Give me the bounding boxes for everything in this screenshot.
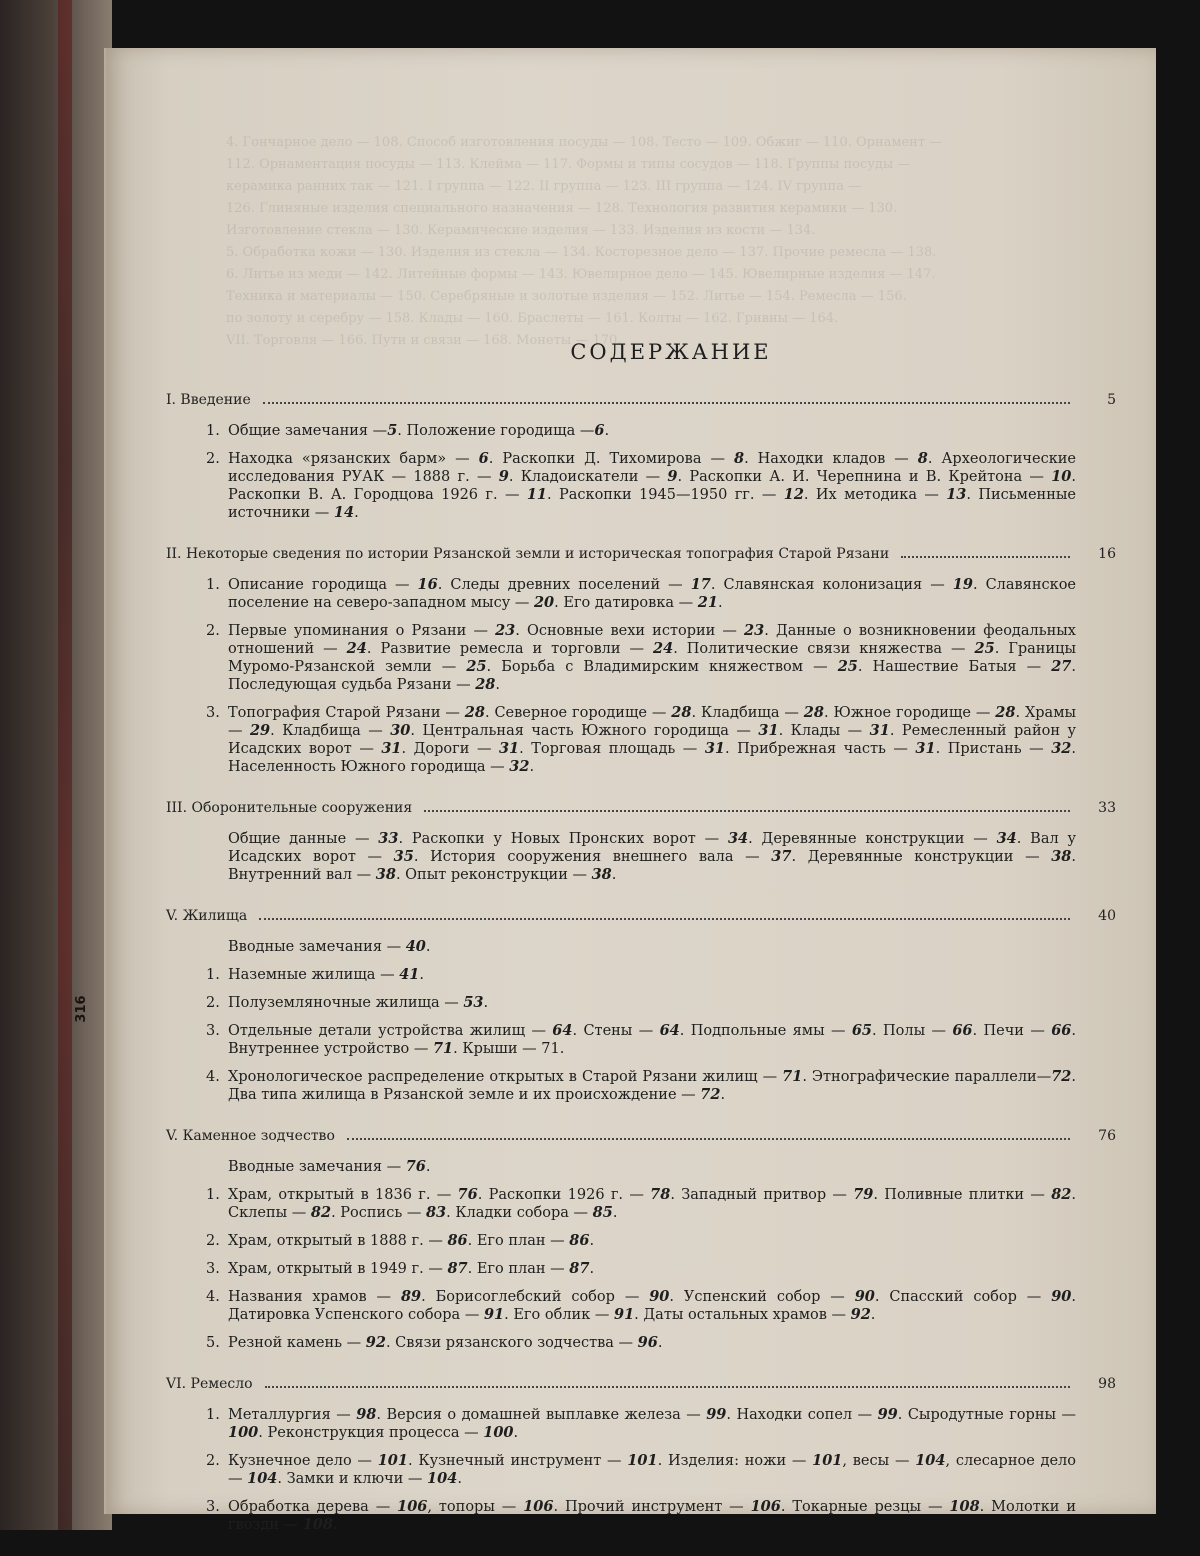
toc-entry <box>206 1158 1076 1176</box>
toc-entry <box>206 422 1076 440</box>
entry-number: 1. <box>206 1407 220 1423</box>
entry-text: Вводные замечания — 76. <box>228 1158 431 1175</box>
toc-chapter <box>166 544 1116 776</box>
page-title: СОДЕРЖАНИЕ <box>570 340 772 364</box>
chapter-entries <box>206 830 1076 884</box>
entry-number: 3. <box>206 1023 220 1039</box>
entry-text: Металлургия — 98. Версия о домашней выплавке железа — 99. Находки сопел — 99. Сыродутные горны — 100. Реконструкция процесса — 100. <box>228 1406 1076 1441</box>
chapter-entries <box>206 1406 1076 1534</box>
toc-content <box>166 340 1116 1556</box>
entry-number: 3. <box>206 1499 220 1515</box>
toc-entry <box>206 622 1076 694</box>
toc-entry <box>206 966 1076 984</box>
toc-chapter <box>166 1126 1116 1352</box>
toc-chapter <box>166 798 1116 884</box>
toc-entry <box>206 1406 1076 1442</box>
dot-leader <box>424 809 1070 812</box>
entry-text: Кузнечное дело — 101. Кузнечный инструмент — 101. Изделия: ножи — 101, весы — 104, слесарное дело — 104. Замки и ключи — 104. <box>228 1452 1076 1487</box>
entry-text: Храм, открытый в 1836 г. — 76. Раскопки 1926 г. — 78. Западный притвор — 79. Поливные плитки — 82. Склепы — 82. Роспись — 83. Кладки собора — 85. <box>228 1186 1076 1221</box>
bleed-line: Изготовление стекла — 130. Керамические изделия — 133. Изделия из кости — 134. <box>226 223 816 238</box>
toc-entry <box>206 1260 1076 1278</box>
chapter-page-number: 40 <box>1098 908 1116 924</box>
toc-entry <box>206 450 1076 522</box>
toc-entry <box>206 994 1076 1012</box>
entry-number: 3. <box>206 705 220 721</box>
chapter-title: VI. Ремесло <box>166 1376 253 1392</box>
entry-number: 2. <box>206 995 220 1011</box>
toc-entry <box>206 576 1076 612</box>
entry-number: 2. <box>206 623 220 639</box>
chapter-heading <box>166 390 1116 410</box>
toc-entry <box>206 1022 1076 1058</box>
book-page <box>104 48 1156 1533</box>
entry-text: Отдельные детали устройства жилищ — 64. Стены — 64. Подпольные ямы — 65. Полы — 66. Печи — 66. Внутреннее устройство — 71. Крыши — 71. <box>228 1022 1076 1057</box>
entry-text: Общие замечания —5. Положение городища —6. <box>228 422 610 439</box>
book-binding <box>0 0 112 1530</box>
entry-number: 3. <box>206 1261 220 1277</box>
entry-text: Первые упоминания о Рязани — 23. Основные вехи истории — 23. Данные о возникновении феодальных отношений — 24. Развитие ремесла и торговли — 24. Политические связи княжества — 25. Границы Муромо-Рязанской земли — 25. Борьба с Владимирским княжеством — 25. Нашествие Батыя — 27. Последующая судьба Рязани — 28. <box>228 622 1076 693</box>
chapter-title: II. Некоторые сведения по истории Рязанской земли и историческая топография Старой Рязани <box>166 546 890 562</box>
bleed-line: Техника и материалы — 150. Серебряные и золотые изделия — 152. Литье — 154. Ремесла — 156. <box>226 289 907 304</box>
chapter-entries <box>206 1158 1076 1352</box>
bleed-line: 112. Орнаментация посуды — 113. Клейма — 117. Формы и типы сосудов — 118. Группы посуды — <box>226 157 911 172</box>
toc-entry <box>206 1452 1076 1488</box>
entry-text: Названия храмов — 89. Борисоглебский собор — 90. Успенский собор — 90. Спасский собор — 90. Датировка Успенского собора — 91. Его облик — 91. Даты остальных храмов — 92. <box>228 1288 1076 1323</box>
binding-stripe <box>58 0 72 1530</box>
dot-leader <box>901 555 1070 558</box>
entry-number: 4. <box>206 1069 220 1085</box>
toc-chapter <box>166 906 1116 1104</box>
entry-text: Находка «рязанских барм» — 6. Раскопки Д. Тихомирова — 8. Находки кладов — 8. Археологические исследования РУАК — 1888 г. — 9. Кладоискатели — 9. Раскопки А. И. Черепнина и В. Крейтона — 10. Раскопки В. А. Городцова 1926 г. — 11. Раскопки 1945—1950 гг. — 12. Их методика — 13. Письменные источники — 14. <box>228 450 1076 521</box>
entry-text: Наземные жилища — 41. <box>228 966 424 983</box>
entry-number: 2. <box>206 1233 220 1249</box>
dot-leader <box>347 1137 1070 1140</box>
toc-entry <box>206 704 1076 776</box>
dot-leader <box>259 917 1070 920</box>
dot-leader <box>263 401 1070 404</box>
bleed-line: 5. Обработка кожи — 130. Изделия из стекла — 134. Косторезное дело — 137. Прочие ремесла — 138. <box>226 245 937 260</box>
entry-text: Храм, открытый в 1888 г. — 86. Его план — 86. <box>228 1232 595 1249</box>
toc-entry <box>206 1288 1076 1324</box>
entry-text: Вводные замечания — 40. <box>228 938 431 955</box>
chapter-heading <box>166 1126 1116 1146</box>
entry-text: Топография Старой Рязани — 28. Северное городище — 28. Кладбища — 28. Южное городище — 28. Храмы — 29. Кладбища — 30. Центральная часть Южного городища — 31. Клады — 31. Ремесленный район у Исадских ворот — 31. Дороги — 31. Торговая площадь — 31. Прибрежная часть — 31. Пристань — 32. Населенность Южного городища — 32. <box>228 704 1077 775</box>
bleed-line: 4. Гончарное дело — 108. Способ изготовления посуды — 108. Тесто — 109. Обжиг — 110. Орнамент — <box>226 135 943 150</box>
dot-leader <box>265 1385 1070 1388</box>
chapter-title: III. Оборонительные сооружения <box>166 800 413 816</box>
entry-number: 4. <box>206 1289 220 1305</box>
entry-number: 1. <box>206 577 220 593</box>
chapter-page-number: 16 <box>1098 546 1116 562</box>
entry-text: Обработка дерева — 106, топоры — 106. Прочий инструмент — 106. Токарные резцы — 108. Молотки и гвозди — 108. <box>228 1498 1077 1533</box>
toc-list <box>166 390 1116 1534</box>
entry-text: Храм, открытый в 1949 г. — 87. Его план — 87. <box>228 1260 595 1277</box>
toc-entry <box>206 1334 1076 1352</box>
entry-text: Общие данные — 33. Раскопки у Новых Пронских ворот — 34. Деревянные конструкции — 34. Вал у Исадских ворот — 35. История сооружения внешнего вала — 37. Деревянные конструкции — 38. Внутренний вал — 38. Опыт реконструкции — 38. <box>228 830 1077 883</box>
entry-text: Полуземляночные жилища — 53. <box>228 994 489 1011</box>
entry-text: Описание городища — 16. Следы древних поселений — 17. Славянская колонизация — 19. Славянское поселение на северо-западном мысу — 20. Его датировка — 21. <box>228 576 1077 611</box>
bleed-line: керамика ранних так — 121. I группа — 122. II группа — 123. III группа — 124. IV группа — <box>226 179 862 194</box>
entry-text: Хронологическое распределение открытых в Старой Рязани жилищ — 71. Этнографические параллели—72. Два типа жилища в Рязанской земле и их происхождение — 72. <box>228 1068 1077 1103</box>
bleed-line: VII. Торговля — 166. Пути и связи — 168. Монеты — 170. <box>226 333 622 348</box>
chapter-entries <box>206 422 1076 522</box>
toc-entry <box>206 938 1076 956</box>
toc-entry <box>206 1186 1076 1222</box>
chapter-heading <box>166 544 1116 564</box>
chapter-title: V. Каменное зодчество <box>166 1128 335 1144</box>
toc-entry <box>206 1498 1076 1534</box>
chapter-title: V. Жилища <box>166 908 248 924</box>
entry-number: 5. <box>206 1335 220 1351</box>
bleed-line: 126. Глиняные изделия специального назначения — 128. Технология развития керамики — 130. <box>226 201 898 216</box>
chapter-page-number: 33 <box>1098 800 1116 816</box>
entry-number: 1. <box>206 1187 220 1203</box>
entry-number: 1. <box>206 423 220 439</box>
bleed-line: по золоту и серебру — 158. Клады — 160. Браслеты — 161. Колты — 162. Гривны — 164. <box>226 311 839 326</box>
chapter-title: I. Введение <box>166 392 251 408</box>
toc-chapter <box>166 390 1116 522</box>
toc-entry <box>206 1068 1076 1104</box>
chapter-heading <box>166 906 1116 926</box>
entry-number: 2. <box>206 1453 220 1469</box>
toc-entry <box>206 830 1076 884</box>
spine-page-number: 316 <box>74 995 89 1023</box>
chapter-entries <box>206 938 1076 1104</box>
chapter-page-number: 98 <box>1098 1376 1116 1392</box>
chapter-heading <box>166 1374 1116 1394</box>
entry-number: 1. <box>206 967 220 983</box>
entry-number: 2. <box>206 451 220 467</box>
chapter-page-number: 76 <box>1098 1128 1116 1144</box>
bleed-line: 6. Литье из меди — 142. Литейные формы — 143. Ювелирное дело — 145. Ювелирные изделия — 147. <box>226 267 936 282</box>
toc-chapter <box>166 1374 1116 1534</box>
chapter-page-number: 5 <box>1107 392 1116 408</box>
chapter-heading <box>166 798 1116 818</box>
toc-entry <box>206 1232 1076 1250</box>
entry-text: Резной камень — 92. Связи рязанского зодчества — 96. <box>228 1334 663 1351</box>
chapter-entries <box>206 576 1076 776</box>
